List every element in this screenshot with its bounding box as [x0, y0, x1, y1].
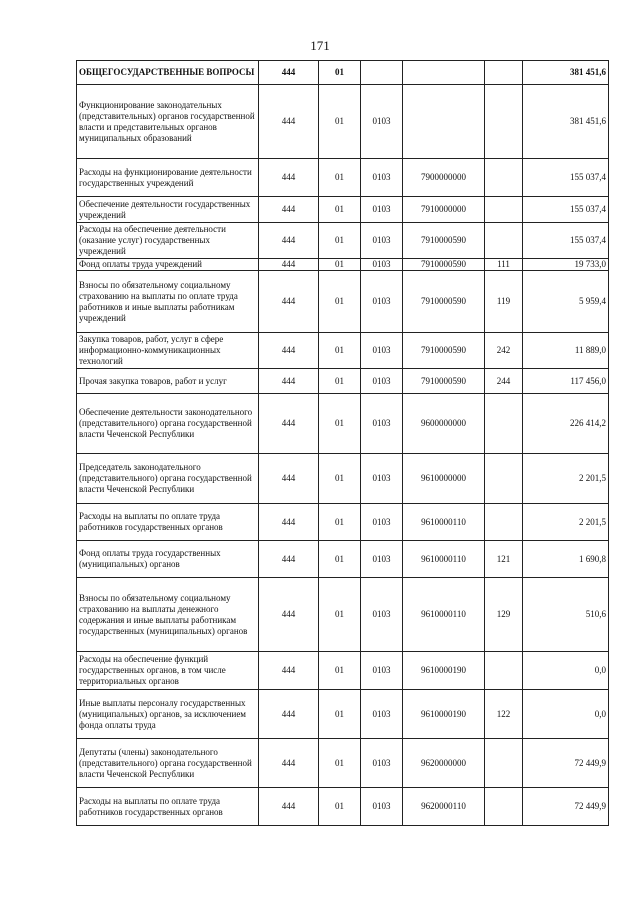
row-pr: 0103 [361, 223, 403, 259]
row-ved: 444 [259, 788, 319, 826]
row-pr: 0103 [361, 739, 403, 788]
row-name: Закупка товаров, работ, услуг в сфере информационно-коммуникационных технологий [77, 333, 259, 369]
row-vr: 122 [485, 690, 523, 739]
row-name: Взносы по обязательному социальному страхованию на выплаты по оплате труда работников и иные выплаты работникам учреждений [77, 271, 259, 333]
row-sum: 11 889,0 [523, 333, 609, 369]
row-name: Иные выплаты персоналу государственных (муниципальных) органов, за исключением фонда оплаты труда [77, 690, 259, 739]
row-csr: 7910000590 [403, 223, 485, 259]
row-vr: 129 [485, 578, 523, 652]
table-row [77, 788, 609, 826]
row-rz: 01 [319, 85, 361, 159]
row-rz: 01 [319, 541, 361, 578]
row-pr: 0103 [361, 578, 403, 652]
row-ved: 444 [259, 541, 319, 578]
row-ved: 444 [259, 259, 319, 271]
row-name: Расходы на обеспечение функций государственных органов, в том числе территориальных органов [77, 652, 259, 690]
row-csr: 9620000000 [403, 739, 485, 788]
table-row [77, 578, 609, 652]
row-csr: 9610000190 [403, 690, 485, 739]
row-ved: 444 [259, 271, 319, 333]
table-row [77, 394, 609, 454]
row-vr [485, 504, 523, 541]
row-rz: 01 [319, 652, 361, 690]
row-ved: 444 [259, 454, 319, 504]
row-pr: 0103 [361, 690, 403, 739]
row-rz: 01 [319, 369, 361, 394]
row-pr: 0103 [361, 454, 403, 504]
row-name: Фонд оплаты труда учреждений [77, 259, 259, 271]
row-name: Фонд оплаты труда государственных (муниципальных) органов [77, 541, 259, 578]
row-ved: 444 [259, 61, 319, 85]
row-pr: 0103 [361, 394, 403, 454]
row-pr: 0103 [361, 197, 403, 223]
row-sum: 5 959,4 [523, 271, 609, 333]
row-ved: 444 [259, 197, 319, 223]
row-sum: 1 690,8 [523, 541, 609, 578]
row-sum: 155 037,4 [523, 197, 609, 223]
row-pr: 0103 [361, 788, 403, 826]
table-row [77, 223, 609, 259]
row-sum: 72 449,9 [523, 739, 609, 788]
row-vr [485, 739, 523, 788]
row-name: Председатель законодательного (представительного) органа государственной власти Чеченской Республики [77, 454, 259, 504]
row-name: Прочая закупка товаров, работ и услуг [77, 369, 259, 394]
row-sum: 381 451,6 [523, 61, 609, 85]
row-sum: 2 201,5 [523, 454, 609, 504]
row-pr: 0103 [361, 271, 403, 333]
table-row [77, 85, 609, 159]
row-sum: 381 451,6 [523, 85, 609, 159]
row-pr: 0103 [361, 541, 403, 578]
row-rz: 01 [319, 159, 361, 197]
row-pr: 0103 [361, 85, 403, 159]
row-rz: 01 [319, 394, 361, 454]
page-number: 171 [310, 38, 330, 53]
table-row [77, 197, 609, 223]
row-sum: 510,6 [523, 578, 609, 652]
row-vr [485, 159, 523, 197]
row-ved: 444 [259, 652, 319, 690]
row-vr [485, 788, 523, 826]
table-row [77, 541, 609, 578]
table-row [77, 159, 609, 197]
row-rz: 01 [319, 690, 361, 739]
row-sum: 0,0 [523, 652, 609, 690]
row-vr [485, 85, 523, 159]
row-rz: 01 [319, 788, 361, 826]
row-vr: 244 [485, 369, 523, 394]
row-name: Функционирование законодательных (представительных) органов государственной власти и представительных органов муниципальных образований [77, 85, 259, 159]
row-csr [403, 85, 485, 159]
row-sum: 117 456,0 [523, 369, 609, 394]
row-sum: 19 733,0 [523, 259, 609, 271]
row-name: Расходы на обеспечение деятельности (оказание услуг) государственных учреждений [77, 223, 259, 259]
row-csr: 7910000590 [403, 369, 485, 394]
row-ved: 444 [259, 690, 319, 739]
row-csr: 7900000000 [403, 159, 485, 197]
row-ved: 444 [259, 369, 319, 394]
row-pr: 0103 [361, 159, 403, 197]
row-vr: 242 [485, 333, 523, 369]
row-vr [485, 652, 523, 690]
row-csr: 9610000110 [403, 541, 485, 578]
row-name: Депутаты (члены) законодательного (представительного) органа государственной власти Чеченской Республики [77, 739, 259, 788]
table-row [77, 333, 609, 369]
row-sum: 155 037,4 [523, 223, 609, 259]
row-csr: 9620000110 [403, 788, 485, 826]
table-row [77, 652, 609, 690]
row-sum: 0,0 [523, 690, 609, 739]
row-csr: 7910000590 [403, 271, 485, 333]
row-sum: 155 037,4 [523, 159, 609, 197]
row-pr: 0103 [361, 652, 403, 690]
row-vr: 119 [485, 271, 523, 333]
budget-table [76, 60, 609, 826]
row-ved: 444 [259, 739, 319, 788]
row-name: Обеспечение деятельности законодательного (представительного) органа государственной власти Чеченской Республики [77, 394, 259, 454]
row-vr [485, 454, 523, 504]
table-row [77, 61, 609, 85]
row-name: Обеспечение деятельности государственных учреждений [77, 197, 259, 223]
row-csr: 9610000000 [403, 454, 485, 504]
table-row [77, 259, 609, 271]
row-name: Взносы по обязательному социальному страхованию на выплаты денежного содержания и иные выплаты работникам государственных (муниципальных) органов [77, 578, 259, 652]
row-vr [485, 223, 523, 259]
row-ved: 444 [259, 159, 319, 197]
row-rz: 01 [319, 271, 361, 333]
row-csr [403, 61, 485, 85]
row-sum: 72 449,9 [523, 788, 609, 826]
row-pr: 0103 [361, 504, 403, 541]
row-csr: 9610000190 [403, 652, 485, 690]
row-vr: 111 [485, 259, 523, 271]
row-ved: 444 [259, 394, 319, 454]
table-row [77, 369, 609, 394]
row-rz: 01 [319, 454, 361, 504]
row-ved: 444 [259, 504, 319, 541]
row-vr [485, 394, 523, 454]
row-name: Расходы на функционирование деятельности государственных учреждений [77, 159, 259, 197]
table-row [77, 271, 609, 333]
row-rz: 01 [319, 223, 361, 259]
row-pr [361, 61, 403, 85]
row-ved: 444 [259, 333, 319, 369]
row-csr: 7910000590 [403, 333, 485, 369]
row-name: ОБЩЕГОСУДАРСТВЕННЫЕ ВОПРОСЫ [77, 61, 259, 85]
row-ved: 444 [259, 85, 319, 159]
row-ved: 444 [259, 578, 319, 652]
row-name: Расходы на выплаты по оплате труда работников государственных органов [77, 788, 259, 826]
row-rz: 01 [319, 504, 361, 541]
row-csr: 9610000110 [403, 504, 485, 541]
row-rz: 01 [319, 739, 361, 788]
row-rz: 01 [319, 61, 361, 85]
row-vr [485, 197, 523, 223]
table-row [77, 739, 609, 788]
row-sum: 226 414,2 [523, 394, 609, 454]
table-row [77, 504, 609, 541]
row-vr: 121 [485, 541, 523, 578]
row-ved: 444 [259, 223, 319, 259]
row-csr: 9610000110 [403, 578, 485, 652]
table-row [77, 690, 609, 739]
row-rz: 01 [319, 333, 361, 369]
row-csr: 7910000000 [403, 197, 485, 223]
row-name: Расходы на выплаты по оплате труда работников государственных органов [77, 504, 259, 541]
row-csr: 9600000000 [403, 394, 485, 454]
row-pr: 0103 [361, 333, 403, 369]
table-row [77, 454, 609, 504]
row-pr: 0103 [361, 369, 403, 394]
row-rz: 01 [319, 578, 361, 652]
row-rz: 01 [319, 197, 361, 223]
row-pr: 0103 [361, 259, 403, 271]
row-vr [485, 61, 523, 85]
row-csr: 7910000590 [403, 259, 485, 271]
row-rz: 01 [319, 259, 361, 271]
row-sum: 2 201,5 [523, 504, 609, 541]
